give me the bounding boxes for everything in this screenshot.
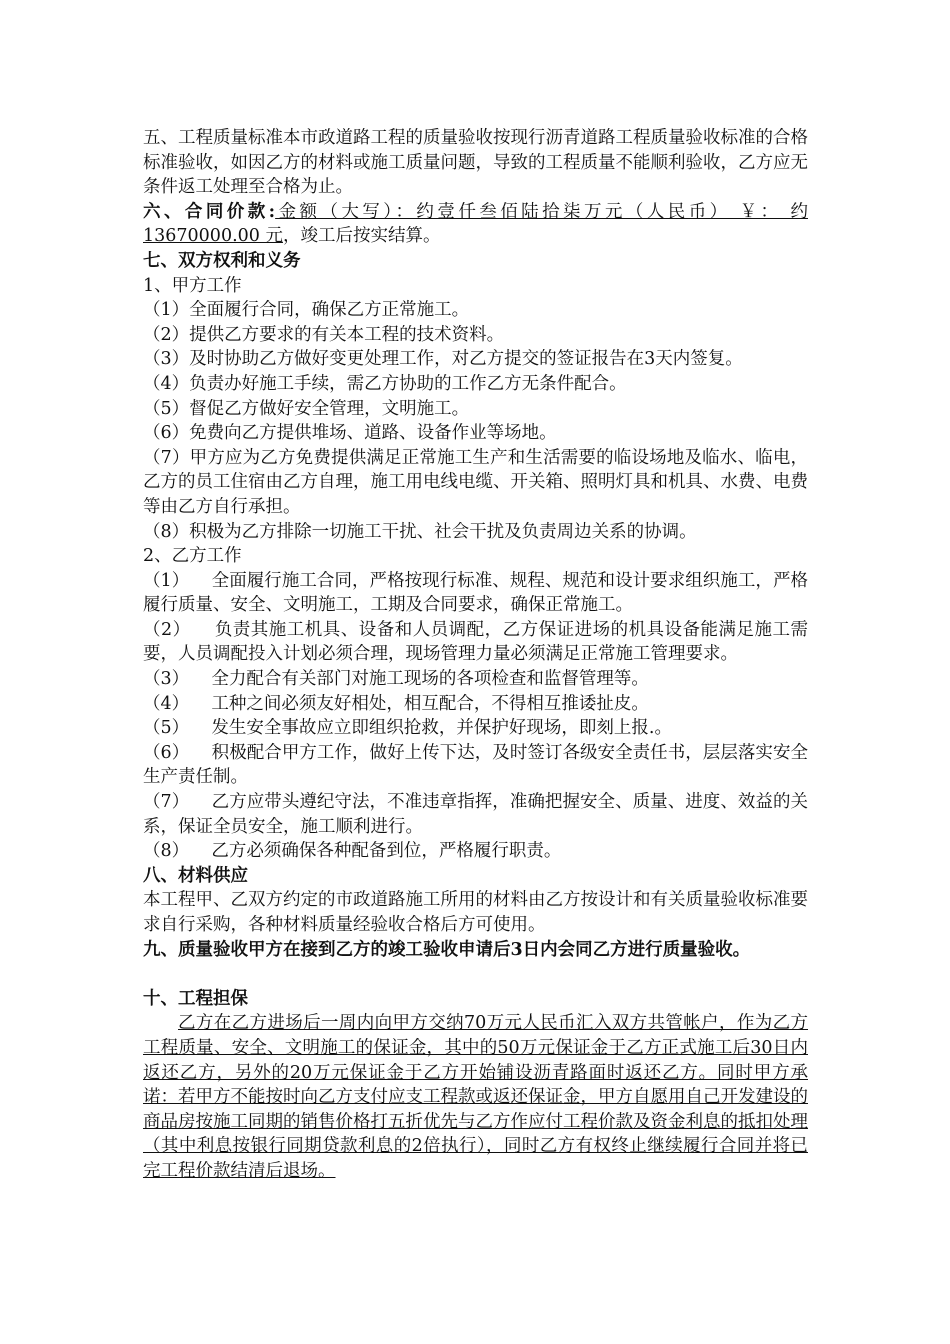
section-8-body: 本工程甲、乙双方约定的市政道路施工所用的材料由乙方按设计和有关质量验收标准要求自行采购，各种材料质量经验收合格后方可使用。 — [143, 890, 808, 935]
party-b-item: （3） 全力配合有关部门对施工现场的各项检查和监督管理等。 — [143, 669, 649, 690]
party-b-item: （6） 积极配合甲方工作，做好上传下达，及时签订各级安全责任书，层层落实安全生产责任制。 — [143, 742, 808, 788]
party-b-item: （4） 工种之间必须友好相处，相互配合，不得相互推诿扯皮。 — [143, 693, 649, 714]
party-a-item: （1）全面履行合同，确保乙方正常施工。 — [143, 300, 470, 321]
settlement-note: ，竣工后按实结算。 — [282, 226, 441, 247]
section-6-contract-price — [143, 200, 808, 249]
party-b-item: （5） 发生安全事故应立即组织抢救，并保护好现场，即刻上报.。 — [143, 718, 672, 739]
party-a-item: （6）免费向乙方提供堆场、道路、设备作业等场地。 — [143, 423, 557, 444]
party-a-item: （2）提供乙方要求的有关本工程的技术资料。 — [143, 324, 505, 345]
section-10-title: 十、工程担保 — [143, 988, 248, 1009]
section-5-quality-standard: 五、工程质量标准本市政道路工程的质量验收按现行沥青道路工程质量验收标准的合格标准验收，如因乙方的材料或施工质量问题，导致的工程质量不能顺利验收，乙方应无条件返工处理至合格为止。 — [143, 128, 808, 198]
section-6-title: 六、合同价款: — [143, 201, 276, 222]
party-a-item: （5）督促乙方做好安全管理，文明施工。 — [143, 398, 470, 419]
section-10-body: 乙方在乙方进场后一周内向甲方交纳70万元人民币汇入双方共管帐户，作为乙方工程质量、安全、文明施工的保证金，其中的50万元保证金于乙方正式施工后30日内返还乙方，另外的20万元保证金于乙方开始铺设沥青路面时返还乙方。同时甲方承诺：若甲方不能按时向乙方支付应支工程款或返还保证金，甲方自愿用自己开发建设的商品房按施工同期的销售价格打五折优先与乙方作应付工程价款及资金利息的抵扣处理（其中利息按银行同期贷款利息的2倍执行），同时乙方有权终止继续履行合同并将已完工程价款结清后退场。 — [143, 1013, 808, 1181]
party-b-item: （8） 乙方必须确保各种配备到位，严格履行职责。 — [143, 841, 562, 862]
party-a-item: （8）积极为乙方排除一切施工干扰、社会干扰及负责周边关系的协调。 — [143, 521, 697, 542]
party-a-item: （3）及时协助乙方做好变更处理工作，对乙方提交的签证报告在3天内签复。 — [143, 349, 743, 370]
party-a-title: 1、甲方工作 — [143, 275, 242, 296]
section-7-title: 七、双方权利和义务 — [143, 250, 301, 271]
party-b-title: 2、乙方工作 — [143, 546, 242, 567]
blank-line — [143, 962, 808, 987]
section-8-title: 八、材料供应 — [143, 865, 248, 886]
party-b-item: （7） 乙方应带头遵纪守法，不准违章指挥，准确把握安全、质量、进度、效益的关系，保证全员安全，施工顺利进行。 — [143, 792, 808, 837]
party-b-items — [143, 569, 808, 864]
section-9-quality-acceptance: 九、质量验收甲方在接到乙方的竣工验收申请后3日内会同乙方进行质量验收。 — [143, 939, 751, 960]
party-b-item: （2） 负责其施工机具、设备和人员调配，乙方保证进场的机具设备能满足施工需要，人员调配投入计划必须合理，现场管理力量必须满足正常施工管理要求。 — [143, 619, 808, 665]
party-b-item: （1） 全面履行施工合同，严格按现行标准、规程、规范和设计要求组织施工，严格履行质量、安全、文明施工，工期及合同要求，确保正常施工。 — [143, 570, 808, 616]
party-a-items — [143, 298, 808, 544]
party-a-item: （7）甲方应为乙方免费提供满足正常施工生产和生活需要的临设场地及临水、临电，乙方的员工住宿由乙方自理，施工用电线电缆、开关箱、照明灯具和机具、水费、电费等由乙方自行承担。 — [143, 447, 808, 517]
contract-page — [143, 126, 808, 1184]
contract-amount: 金额（大写）：约壹仟叁佰陆拾柒万元（人民币） ￥： 约13670000.00 元 — [143, 201, 808, 247]
party-a-item: （4）负责办好施工手续，需乙方协助的工作乙方无条件配合。 — [143, 373, 627, 394]
